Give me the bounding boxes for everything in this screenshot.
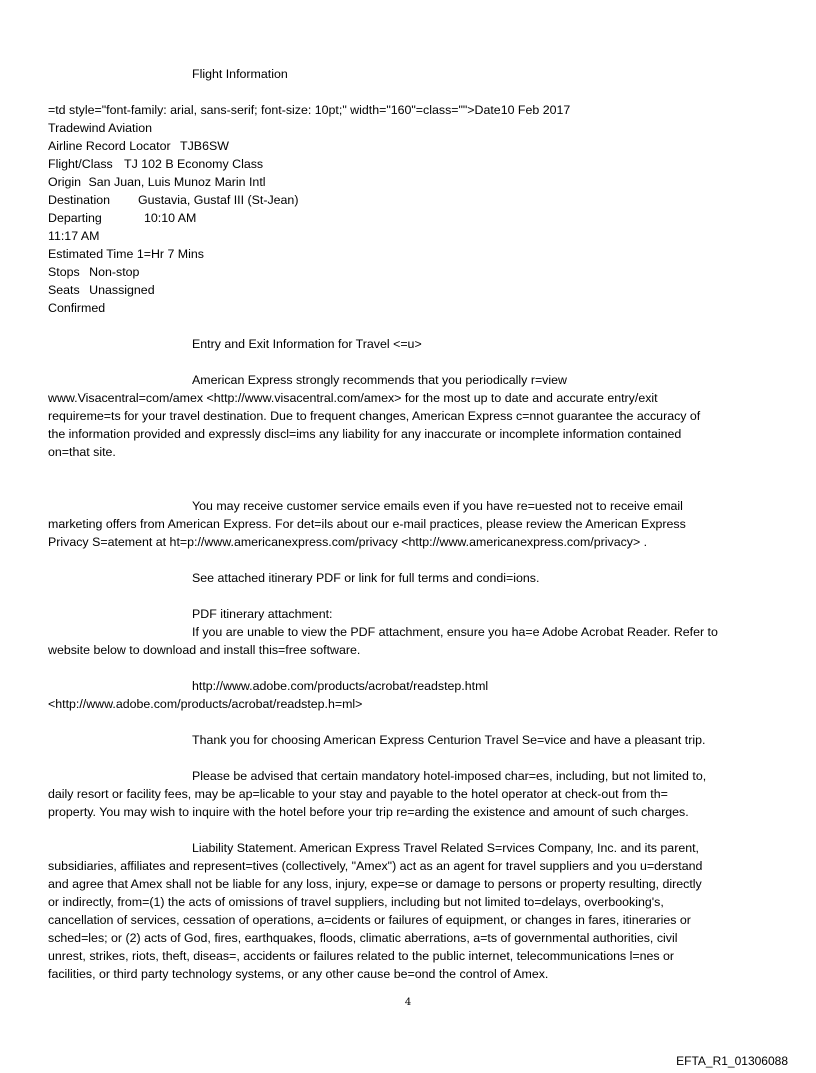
- record-locator-row: [48, 138, 229, 155]
- origin-value: San Juan, Luis Munoz Marin Intl: [88, 175, 266, 189]
- adobe-url[interactable]: http://www.adobe.com/products/acrobat/readstep.html: [192, 679, 489, 693]
- entry-line: www.Visacentral=com/amex <http://www.visacentral.com/amex> for the most up to date and accurate entry/exit: [48, 391, 658, 405]
- flight-heading: Flight Information: [192, 67, 288, 81]
- liability-line: sched=les; or (2) acts of God, fires, earthquakes, floods, climatic aberrations, a=ts of governmental authorities, civil: [48, 931, 678, 945]
- pdf-line: website below to download and install this=free software.: [48, 643, 361, 657]
- flight-class-label: Flight/Class: [48, 157, 113, 171]
- arrival-time: 11:17 AM: [48, 229, 100, 243]
- hotel-line: property. You may wish to inquire with the hotel before your trip re=arding the existence and amount of such charges.: [48, 805, 689, 819]
- liability-line: cancellation of services, cessation of operations, a=cidents or failures of equipment, or changes in fares, itineraries or: [48, 913, 691, 927]
- stops-row: [48, 264, 139, 281]
- destination-row: [48, 192, 298, 209]
- seats-value: Unassigned: [89, 283, 155, 297]
- flight-class-value: TJ 102 B Economy Class: [124, 157, 264, 171]
- document-id: EFTA_R1_01306088: [676, 1054, 788, 1068]
- destination-value: Gustavia, Gustaf III (St-Jean): [138, 193, 299, 207]
- airline-name: Tradewind Aviation: [48, 121, 153, 135]
- pdf-line: If you are unable to view the PDF attachment, ensure you ha=e Adobe Acrobat Reader. Refer to: [192, 625, 718, 639]
- entry-line: American Express strongly recommends that you periodically r=view: [192, 373, 567, 387]
- liability-line: unrest, strikes, riots, theft, diseas=, accidents or failures related to the public internet, telecommunications l=nes or: [48, 949, 675, 963]
- record-locator-value: TJB6SW: [180, 139, 229, 153]
- td-style-line: =td style="font-family: arial, sans-serif; font-size: 10pt;" width="160"=class="">Date10 Feb 2017: [48, 103, 571, 117]
- liability-line: subsidiaries, affiliates and represent=tives (collectively, "Amex") act as an agent for travel suppliers and you u=derstand: [48, 859, 703, 873]
- service-line: marketing offers from American Express. For det=ils about our e-mail practices, please review the American Express: [48, 517, 686, 531]
- departing-value: 10:10 AM: [144, 211, 197, 225]
- origin-row: [48, 174, 266, 191]
- stops-value: Non-stop: [89, 265, 140, 279]
- hotel-line: Please be advised that certain mandatory hotel-imposed char=es, including, but not limited to,: [192, 769, 707, 783]
- departing-row: [48, 210, 196, 227]
- flight-class-row: [48, 156, 263, 173]
- departing-label: Departing: [48, 211, 102, 225]
- attached-line: See attached itinerary PDF or link for full terms and condi=ions.: [192, 571, 540, 585]
- page-number: 4: [404, 997, 412, 1008]
- entry-line: on=that site.: [48, 445, 116, 459]
- record-locator-label: Airline Record Locator: [48, 139, 171, 153]
- origin-label: Origin: [48, 175, 82, 189]
- liability-line: and agree that Amex shall not be liable for any loss, injury, expe=se or damage to persons or property resulting, directly: [48, 877, 702, 891]
- liability-line: facilities, or third party technology systems, or any other cause be=ond the control of Amex.: [48, 967, 549, 981]
- estimated-time: Estimated Time 1=Hr 7 Mins: [48, 247, 204, 261]
- liability-line: Liability Statement. American Express Travel Related S=rvices Company, Inc. and its parent,: [192, 841, 699, 855]
- destination-label: Destination: [48, 193, 110, 207]
- pdf-label: PDF itinerary attachment:: [192, 607, 333, 621]
- liability-line: or indirectly, from=(1) the acts of omissions of travel suppliers, including but not limited to=delays, overbooking's,: [48, 895, 664, 909]
- service-line: You may receive customer service emails even if you have re=uested not to receive email: [192, 499, 683, 513]
- adobe-url-bracketed[interactable]: <http://www.adobe.com/products/acrobat/readstep.h=ml>: [48, 697, 363, 711]
- hotel-line: daily resort or facility fees, may be ap=licable to your stay and payable to the hotel operator at check-out from th=: [48, 787, 668, 801]
- entry-heading: Entry and Exit Information for Travel <=u>: [192, 337, 422, 351]
- stops-label: Stops: [48, 265, 80, 279]
- entry-line: requireme=ts for your travel destination. Due to frequent changes, American Express c=nnot guarantee the accuracy of: [48, 409, 701, 423]
- entry-line: the information provided and expressly discl=ims any liability for any inaccurate or incomplete information contained: [48, 427, 682, 441]
- service-line: Privacy S=atement at ht=p://www.americanexpress.com/privacy <http://www.americanexpress.com/privacy> .: [48, 535, 648, 549]
- booking-status: Confirmed: [48, 301, 106, 315]
- seats-label: Seats: [48, 283, 80, 297]
- thanks-line: Thank you for choosing American Express Centurion Travel Se=vice and have a pleasant trip.: [192, 733, 706, 747]
- seats-row: [48, 282, 155, 299]
